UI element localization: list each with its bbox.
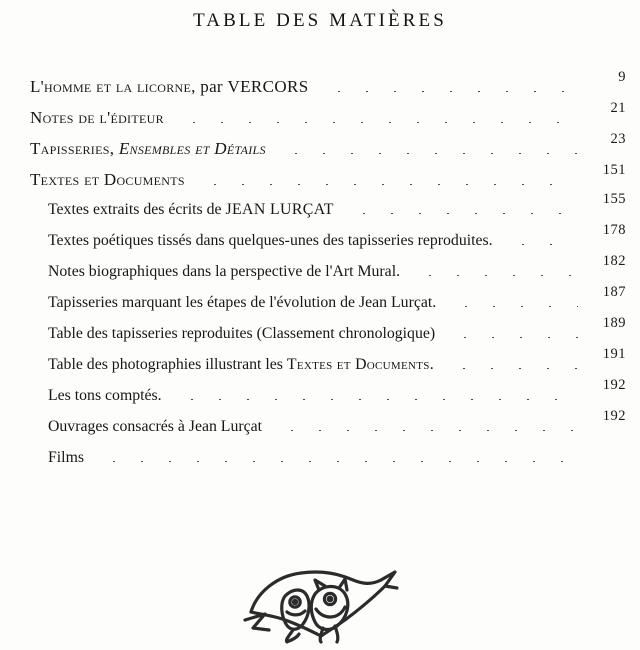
dot-leader	[446, 306, 578, 307]
toc-entry[interactable]	[0, 253, 626, 295]
toc-entry-byline-word: par	[200, 77, 223, 96]
toc-page-number[interactable]: 192	[602, 377, 626, 393]
dot-leader	[445, 337, 578, 338]
toc-entry-label	[30, 171, 185, 188]
toc-entry-text: Ouvrages consacrés à Jean Lurçat	[48, 418, 263, 435]
toc-entry-label	[48, 419, 262, 435]
toc-entry[interactable]	[0, 284, 626, 326]
toc-entry-text: Notes biographiques dans la perspective de l'Art Mural.	[48, 263, 401, 280]
toc-page-number[interactable]: 191	[602, 346, 626, 362]
toc-entry-label	[48, 233, 493, 249]
toc-entry-label	[48, 388, 162, 404]
dot-leader	[172, 399, 578, 400]
toc-entry[interactable]	[0, 346, 626, 388]
toc-entry-label	[48, 264, 400, 280]
toc-page-number[interactable]: 23	[610, 131, 626, 147]
toc-entry[interactable]	[0, 377, 626, 419]
toc-entry-text: Table des tapisseries reproduites (Classement chronologique)	[48, 325, 436, 342]
toc-entry[interactable]	[0, 162, 626, 202]
dot-leader	[94, 461, 578, 462]
toc-page-number[interactable]: 21	[610, 100, 626, 116]
dot-leader	[503, 244, 578, 245]
toc-entry-label	[30, 109, 164, 126]
dot-leader	[174, 122, 578, 123]
toc-page-number[interactable]: 192	[602, 408, 626, 424]
toc-page-number[interactable]: 178	[602, 222, 626, 238]
toc-entry[interactable]	[0, 191, 626, 233]
page-title: TABLE DES MATIÈRES	[193, 10, 447, 31]
toc-page-number[interactable]: 187	[602, 284, 626, 300]
toc-page-number[interactable]: 9	[618, 69, 626, 85]
dot-leader	[195, 184, 578, 185]
toc-entry-label	[48, 326, 435, 342]
toc-entry-text: Textes poétiques tissés dans quelques-unes des tapisseries reproduites.	[48, 232, 493, 249]
decorative-vignette	[0, 552, 640, 644]
two-fish-icon	[235, 552, 405, 644]
toc-page-number[interactable]: 151	[602, 162, 626, 178]
toc-entry[interactable]	[0, 450, 626, 481]
toc-entry-text: Les tons comptés.	[48, 387, 162, 404]
toc-entry-label	[30, 78, 309, 95]
toc-entry-text: Textes et Documents	[30, 170, 185, 189]
toc-entry-text: Textes extraits des écrits de	[48, 201, 222, 218]
dot-leader	[444, 368, 578, 369]
toc-entry-label	[48, 357, 434, 373]
toc-entry-text: Tapisseries marquant les étapes de l'évolution de Jean Lurçat.	[48, 294, 437, 311]
toc-entry-text: Films	[48, 449, 84, 466]
dot-leader	[410, 275, 578, 276]
toc-entry[interactable]	[0, 131, 626, 171]
toc-entry-reference-smallcaps: Textes et Documents.	[286, 356, 434, 373]
toc-entry[interactable]	[0, 408, 626, 450]
toc-entry[interactable]	[0, 222, 626, 264]
toc-entry-text: L'homme et la licorne,	[30, 77, 196, 96]
toc-entry-text: Notes de l'éditeur	[30, 108, 164, 127]
toc-entry-text: Table des photographies illustrant les	[48, 356, 283, 373]
toc-entry-text: Tapisseries,	[30, 139, 115, 158]
dot-leader	[344, 213, 578, 214]
toc-page-number[interactable]: 182	[602, 253, 626, 269]
toc-entry-label	[48, 450, 84, 466]
toc-entry-subtitle-italic: Ensembles et Détails	[118, 139, 266, 158]
toc-entry-label	[48, 202, 334, 218]
toc-entry[interactable]	[0, 69, 626, 109]
dot-leader	[272, 430, 578, 431]
toc-entry-label	[30, 140, 266, 157]
toc-entry-author: JEAN LURÇAT	[225, 201, 334, 218]
table-of-contents-page	[0, 10, 640, 650]
toc-entry-list	[0, 69, 640, 481]
toc-entry-label	[48, 295, 436, 311]
dot-leader	[276, 153, 578, 154]
toc-entry[interactable]	[0, 100, 626, 140]
toc-entry[interactable]	[0, 315, 626, 357]
toc-page-number[interactable]: 155	[602, 191, 626, 207]
dot-leader	[319, 91, 578, 92]
toc-page-number[interactable]: 189	[602, 315, 626, 331]
toc-entry-author: VERCORS	[227, 77, 309, 96]
